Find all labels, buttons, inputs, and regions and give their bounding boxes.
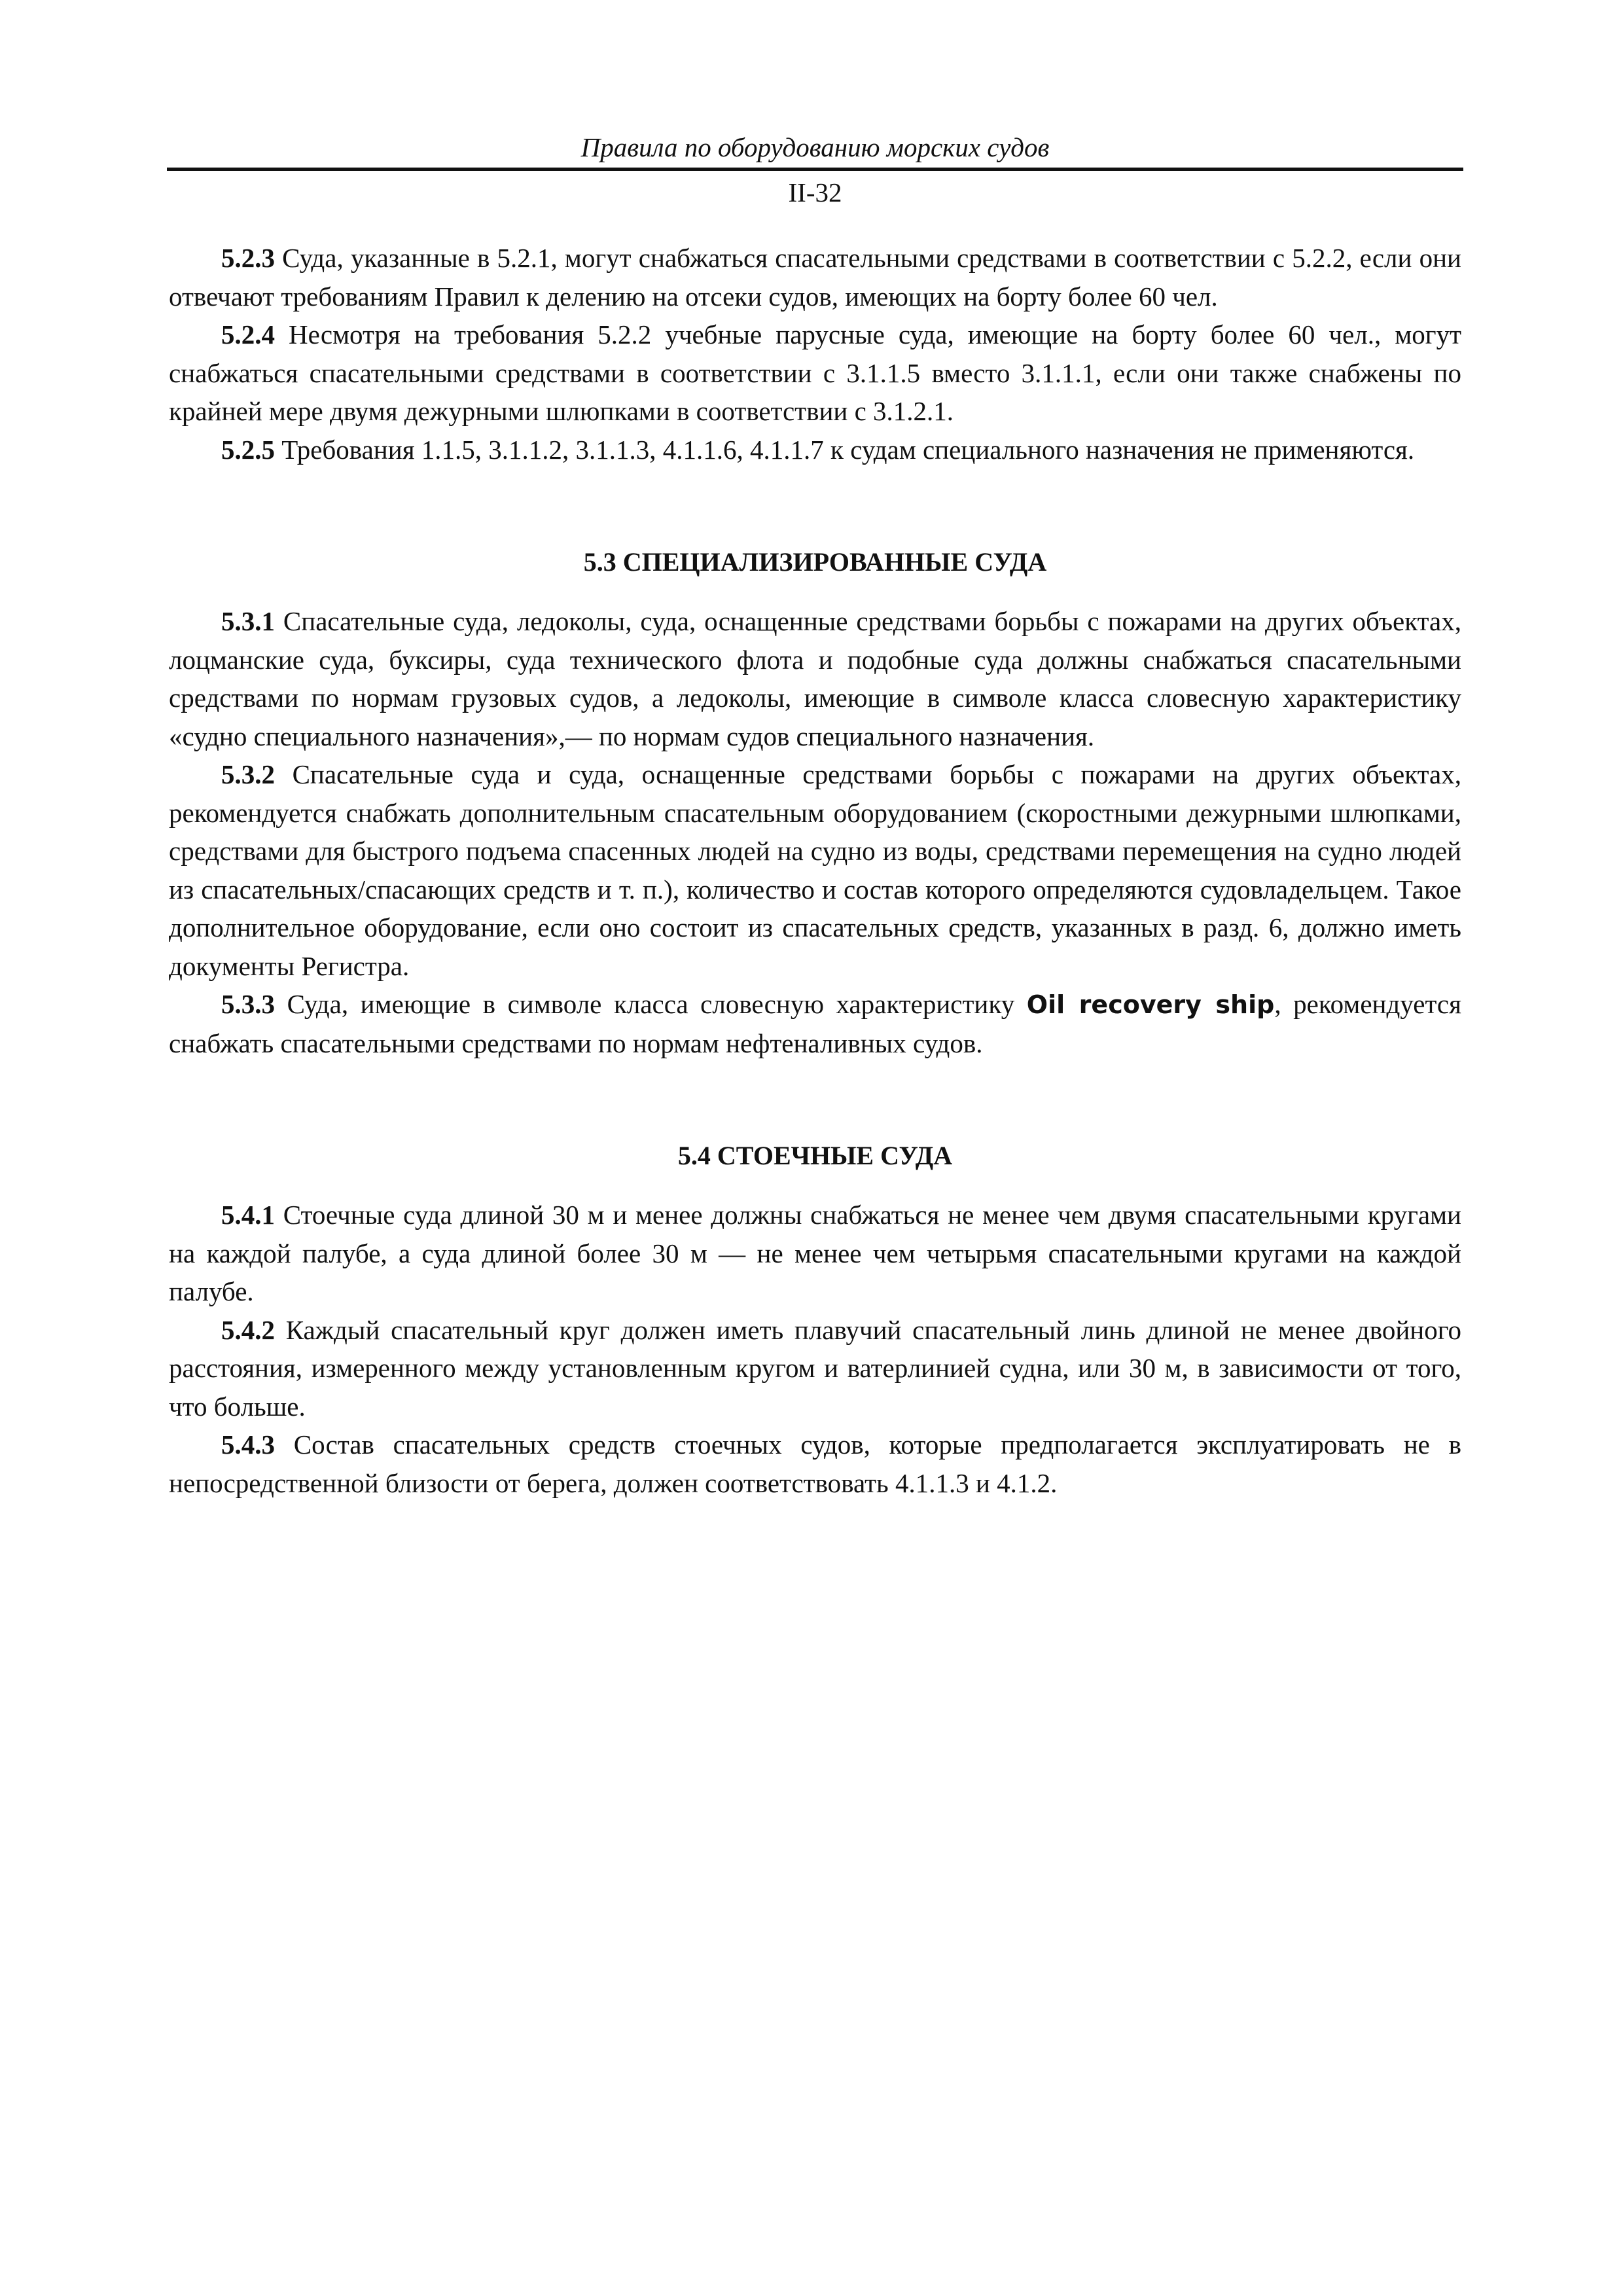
section-heading-5-3: 5.3 СПЕЦИАЛИЗИРОВАННЫЕ СУДА xyxy=(583,547,1047,577)
paragraph-5-4-2 xyxy=(169,1311,1461,1426)
clause-number: 5.4.3 xyxy=(221,1429,275,1460)
paragraph-text: , рекомендуется снабжать спасательными средствами по нормам нефтеналивных судов. xyxy=(169,989,1461,1058)
clause-number: 5.3.3 xyxy=(221,989,275,1019)
paragraph-text: Состав спасательных средств стоечных судов, которые предполагается эксплуатировать не в непосредственной близости от берега, должен соответствовать 4.1.1.3 и 4.1.2. xyxy=(169,1429,1461,1498)
clause-number: 5.3.2 xyxy=(221,759,275,789)
section-5-3 xyxy=(169,602,1461,1062)
clause-number: 5.2.3 xyxy=(221,243,275,273)
paragraph-5-2-4 xyxy=(169,315,1461,431)
paragraph-5-2-3 xyxy=(169,239,1461,315)
paragraph-5-3-1 xyxy=(169,602,1461,755)
running-header: Правила по оборудованию морских судов xyxy=(580,132,1050,162)
paragraph-5-3-2 xyxy=(169,755,1461,985)
paragraph-text: Стоечные суда длиной 30 м и менее должны снабжаться не менее чем двумя спасательными кругами на каждой палубе, а суда длиной более 30 м — не менее чем четырьмя спасательными кругами на каждой палубе. xyxy=(169,1200,1461,1306)
clause-number: 5.2.4 xyxy=(221,319,275,350)
ship-class-notation: Oil recovery ship xyxy=(1026,990,1275,1019)
paragraph-text: Суда, имеющие в символе класса словесную характеристику xyxy=(275,989,1027,1019)
section-heading-5-4: 5.4 СТОЕЧНЫЕ СУДА xyxy=(677,1141,953,1170)
paragraph-text: Суда, указанные в 5.2.1, могут снабжаться спасательными средствами в соответствии с 5.2.2, если они отвечают требованиям Правил к делению на отсеки судов, имеющих на борту более 60 чел. xyxy=(169,243,1461,312)
header-rule xyxy=(167,168,1463,171)
section-5-4 xyxy=(169,1196,1461,1502)
clause-number: 5.4.1 xyxy=(221,1200,275,1230)
clause-number: 5.2.5 xyxy=(221,434,275,465)
paragraph-text: Спасательные суда, ледоколы, суда, оснащенные средствами борьбы с пожарами на других объектах, лоцманские суда, буксиры, суда технического флота и подобные суда должны снабжаться спасательными средствами по нормам грузовых судов, а ледоколы, имеющие в символе класса словесную характеристику «судно специального назначения»,— по нормам судов специального назначения. xyxy=(169,606,1461,751)
paragraph-5-3-3 xyxy=(169,985,1461,1062)
clause-number: 5.4.2 xyxy=(221,1314,275,1345)
paragraph-text: Несмотря на требования 5.2.2 учебные парусные суда, имеющие на борту более 60 чел., могут снабжаться спасательными средствами в соответствии с 3.1.1.5 вместо 3.1.1.1, если они также снабжены по крайней мере двумя дежурными шлюпками в соответствии с 3.1.2.1. xyxy=(169,319,1461,426)
document-page xyxy=(169,131,1461,1502)
page-number: II-32 xyxy=(788,177,842,207)
paragraph-text: Требования 1.1.5, 3.1.1.2, 3.1.1.3, 4.1.1.6, 4.1.1.7 к судам специального назначения не применяются. xyxy=(275,434,1415,465)
paragraph-5-4-1 xyxy=(169,1196,1461,1311)
clause-number: 5.3.1 xyxy=(221,606,275,636)
section-5-2 xyxy=(169,239,1461,469)
paragraph-text: Каждый спасательный круг должен иметь плавучий спасательный линь длиной не менее двойного расстояния, измеренного между установленным кругом и ватерлинией судна, или 30 м, в зависимости от того, что больше. xyxy=(169,1314,1461,1422)
paragraph-5-4-3 xyxy=(169,1426,1461,1502)
paragraph-5-2-5 xyxy=(169,431,1461,469)
paragraph-text: Спасательные суда и суда, оснащенные средствами борьбы с пожарами на других объектах, рекомендуется снабжать дополнительным спасательным оборудованием (скоростными дежурными шлюпками, средствами для быстрого подъема спасенных людей на судно из воды, средствами перемещения на судно людей из спасательных/спасающих средств и т. п.), количество и состав которого определяются судовладельцем. Такое дополнительное оборудование, если оно состоит из спасательных средств, указанных в разд. 6, должно иметь документы Регистра. xyxy=(169,759,1461,981)
